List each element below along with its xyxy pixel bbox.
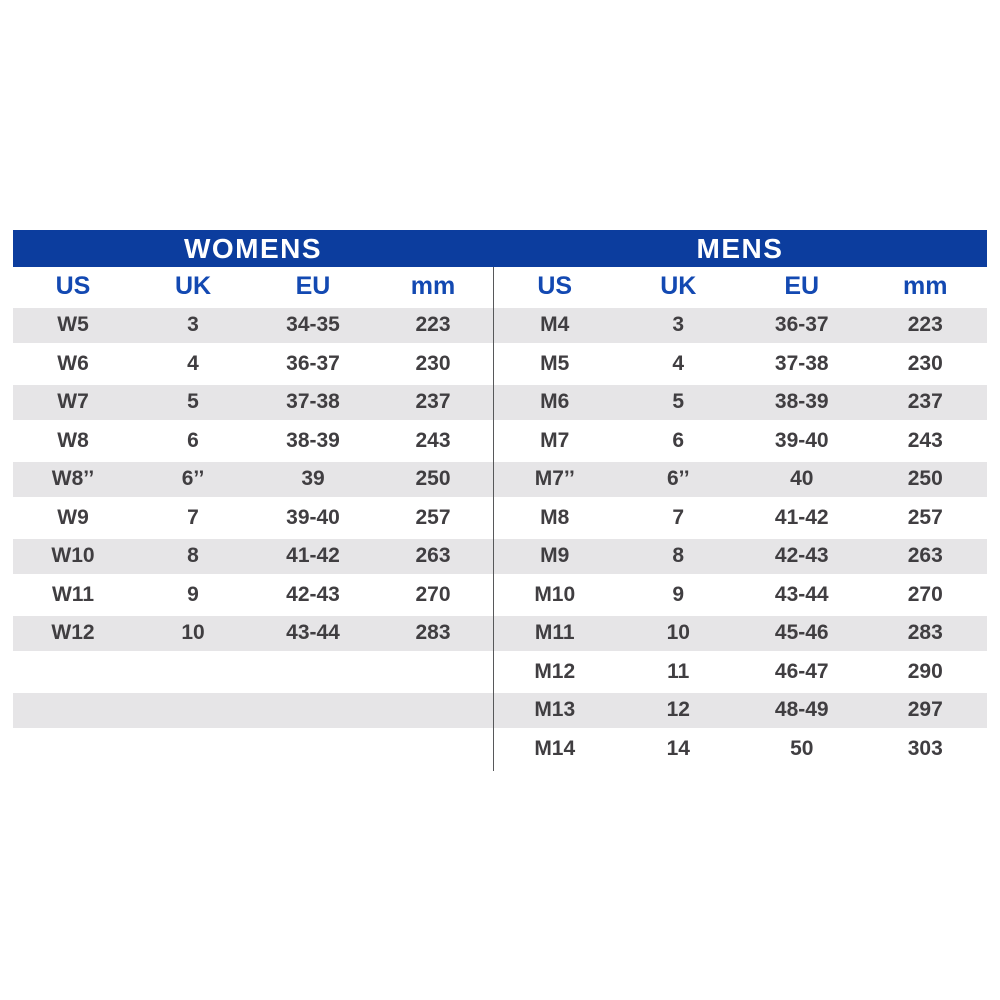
womens-table-section xyxy=(13,267,493,730)
size-cell: 230 xyxy=(373,345,493,384)
size-cell: M8 xyxy=(493,499,617,538)
size-cell: 50 xyxy=(740,730,864,769)
size-cell: 3 xyxy=(617,306,741,345)
table-row xyxy=(13,537,493,576)
size-cell xyxy=(253,691,373,730)
table-row xyxy=(493,499,987,538)
size-cell: 4 xyxy=(133,345,253,384)
size-cell: 3 xyxy=(133,306,253,345)
womens-header-row xyxy=(13,267,493,306)
size-cell xyxy=(253,653,373,692)
size-cell: 283 xyxy=(373,614,493,653)
table-row xyxy=(493,422,987,461)
size-cell xyxy=(373,653,493,692)
size-cell: W10 xyxy=(13,537,133,576)
mens-table xyxy=(493,267,987,768)
size-cell: M13 xyxy=(493,691,617,730)
size-cell: W5 xyxy=(13,306,133,345)
table-row xyxy=(13,306,493,345)
size-cell: 230 xyxy=(864,345,988,384)
womens-table-body xyxy=(13,306,493,730)
table-row xyxy=(13,614,493,653)
size-cell: 8 xyxy=(617,537,741,576)
table-row xyxy=(493,306,987,345)
size-cell: 5 xyxy=(617,383,741,422)
table-row xyxy=(493,576,987,615)
mens-col-header-eu: EU xyxy=(784,272,820,300)
table-row xyxy=(493,730,987,769)
size-cell: 263 xyxy=(864,537,988,576)
table-row xyxy=(493,691,987,730)
mens-col-header-uk: UK xyxy=(660,272,697,300)
mens-header-row xyxy=(493,267,987,306)
size-cell: 46-47 xyxy=(740,653,864,692)
size-cell: 250 xyxy=(373,460,493,499)
size-cell: 10 xyxy=(133,614,253,653)
table-row xyxy=(13,653,493,692)
size-cell: 250 xyxy=(864,460,988,499)
size-cell: 45-46 xyxy=(740,614,864,653)
size-cell: M12 xyxy=(493,653,617,692)
size-cell: M10 xyxy=(493,576,617,615)
size-cell: W8 xyxy=(13,422,133,461)
size-cell: 9 xyxy=(617,576,741,615)
banner xyxy=(13,230,987,267)
size-cell: M14 xyxy=(493,730,617,769)
size-cell: 4 xyxy=(617,345,741,384)
size-cell: 37-38 xyxy=(740,345,864,384)
size-cell: 6 xyxy=(617,422,741,461)
table-row xyxy=(13,460,493,499)
table-row xyxy=(13,499,493,538)
size-cell: 39-40 xyxy=(740,422,864,461)
size-cell: 43-44 xyxy=(253,614,373,653)
size-cell: W9 xyxy=(13,499,133,538)
size-cell: M4 xyxy=(493,306,617,345)
size-cell: 11 xyxy=(617,653,741,692)
size-cell: 303 xyxy=(864,730,988,769)
size-cell: 6’’ xyxy=(617,460,741,499)
size-chart xyxy=(13,230,987,768)
size-cell: M5 xyxy=(493,345,617,384)
size-cell: W7 xyxy=(13,383,133,422)
size-cell: 257 xyxy=(864,499,988,538)
size-cell: 38-39 xyxy=(253,422,373,461)
size-cell: 270 xyxy=(864,576,988,615)
size-cell xyxy=(133,653,253,692)
table-row xyxy=(13,383,493,422)
size-cell: 237 xyxy=(373,383,493,422)
size-cell: 290 xyxy=(864,653,988,692)
size-cell: 6’’ xyxy=(133,460,253,499)
size-cell: 270 xyxy=(373,576,493,615)
size-cell: 7 xyxy=(133,499,253,538)
table-row xyxy=(493,537,987,576)
size-cell xyxy=(133,691,253,730)
size-cell: M7’’ xyxy=(493,460,617,499)
size-cell: 41-42 xyxy=(253,537,373,576)
size-cell: 48-49 xyxy=(740,691,864,730)
size-cell: 38-39 xyxy=(740,383,864,422)
table-row xyxy=(13,691,493,730)
size-cell: 10 xyxy=(617,614,741,653)
size-cell: 223 xyxy=(864,306,988,345)
size-cell: M11 xyxy=(493,614,617,653)
table-row xyxy=(13,345,493,384)
size-cell: 223 xyxy=(373,306,493,345)
womens-col-header-mm: mm xyxy=(410,272,456,300)
size-cell: 12 xyxy=(617,691,741,730)
size-cell: 42-43 xyxy=(253,576,373,615)
size-cell: W11 xyxy=(13,576,133,615)
size-cell: W8’’ xyxy=(13,460,133,499)
size-cell: 257 xyxy=(373,499,493,538)
table-row xyxy=(493,383,987,422)
size-cell: 8 xyxy=(133,537,253,576)
womens-banner-title: WOMENS xyxy=(183,232,323,264)
mens-banner-title: MENS xyxy=(696,232,784,264)
size-cell: 297 xyxy=(864,691,988,730)
size-cell xyxy=(13,653,133,692)
size-cell: 243 xyxy=(864,422,988,461)
size-cell: 42-43 xyxy=(740,537,864,576)
table-row xyxy=(493,345,987,384)
size-cell: M7 xyxy=(493,422,617,461)
size-cell: 40 xyxy=(740,460,864,499)
size-cell: 39-40 xyxy=(253,499,373,538)
size-cell: W12 xyxy=(13,614,133,653)
size-cell: 5 xyxy=(133,383,253,422)
size-cell: 41-42 xyxy=(740,499,864,538)
womens-col-header-us: US xyxy=(55,272,91,300)
size-cell: 237 xyxy=(864,383,988,422)
table-row xyxy=(13,422,493,461)
mens-table-body xyxy=(493,306,987,768)
mens-table-section xyxy=(493,267,987,768)
divider-line xyxy=(493,267,495,771)
size-cell xyxy=(13,691,133,730)
tables-area xyxy=(13,267,987,768)
size-cell: 36-37 xyxy=(740,306,864,345)
size-cell: 283 xyxy=(864,614,988,653)
womens-table xyxy=(13,267,493,730)
size-cell: 34-35 xyxy=(253,306,373,345)
size-cell: 39 xyxy=(253,460,373,499)
size-cell: 37-38 xyxy=(253,383,373,422)
size-cell: 36-37 xyxy=(253,345,373,384)
table-row xyxy=(493,460,987,499)
mens-col-header-mm: mm xyxy=(903,272,948,300)
size-cell: 6 xyxy=(133,422,253,461)
table-row xyxy=(493,653,987,692)
womens-col-header-uk: UK xyxy=(174,272,212,300)
size-cell: W6 xyxy=(13,345,133,384)
size-cell: 43-44 xyxy=(740,576,864,615)
size-cell: 14 xyxy=(617,730,741,769)
table-row xyxy=(13,576,493,615)
size-cell: 263 xyxy=(373,537,493,576)
size-cell xyxy=(373,691,493,730)
mens-col-header-us: US xyxy=(537,272,573,300)
size-cell: 9 xyxy=(133,576,253,615)
womens-col-header-eu: EU xyxy=(295,272,331,300)
size-cell: M9 xyxy=(493,537,617,576)
size-cell: 7 xyxy=(617,499,741,538)
table-row xyxy=(493,614,987,653)
size-cell: M6 xyxy=(493,383,617,422)
size-cell: 243 xyxy=(373,422,493,461)
